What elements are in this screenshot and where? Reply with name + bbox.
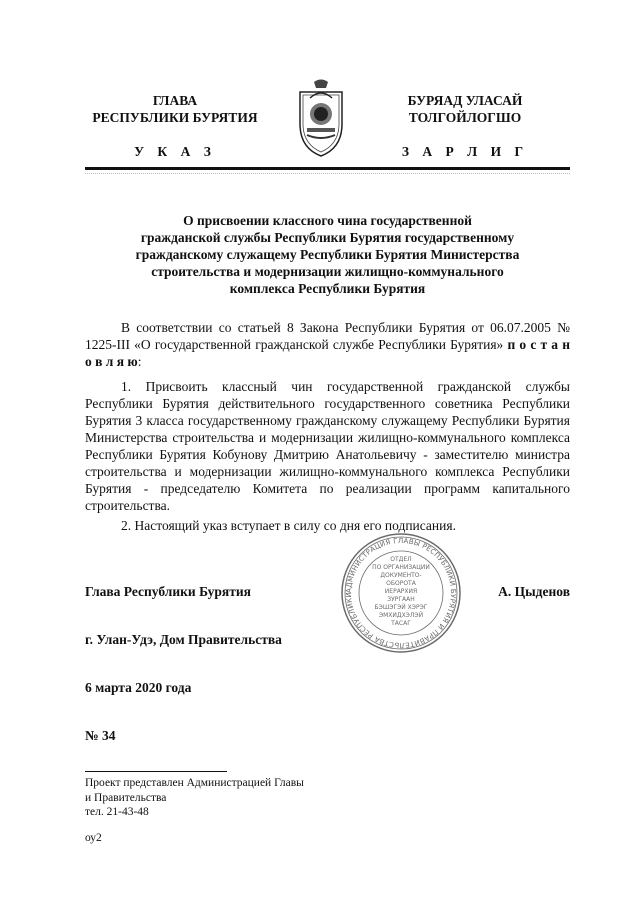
stamp-inner-line: ПО ОРГАНИЗАЦИИ [372, 564, 430, 571]
issuer-line2-bua: ТОЛГОЙЛОГШО [408, 110, 522, 125]
issue-place: г. Улан-Удэ, Дом Правительства [85, 632, 282, 647]
document-number: № 34 [85, 728, 116, 743]
footer-line1: Проект представлен Администрацией Главы [85, 777, 304, 789]
title-line: О присвоении классного чина государственной [183, 213, 472, 228]
stamp-inner-line: БЭШЭГЭЙ ХЭРЭГ [374, 604, 428, 611]
preamble-paragraph [85, 319, 570, 370]
issuer-line1-bua: БУРЯАД УЛАСАЙ [407, 93, 523, 108]
official-stamp [340, 532, 462, 654]
signatory-name: А. Цыденов [498, 584, 570, 599]
decree-item-2: 2. Настоящий указ вступает в силу со дня его подписания. [121, 518, 456, 533]
stamp-inner-line: ЭМХИДХЭЛЭЙ [378, 612, 424, 619]
title-line: комплекса Республики Бурятия [229, 281, 426, 296]
footer-rule [85, 771, 227, 772]
issue-date: 6 марта 2020 года [85, 680, 192, 695]
stamp-outer-text: АДМИНИСТРАЦИЯ ГЛАВЫ РЕСПУБЛИКИ БУРЯТИЯ И ПРАВИТЕЛЬСТВА РЕСПУБЛИКИ [344, 536, 458, 650]
stamp-inner-line: ИЕРАРХИЯ [384, 588, 418, 595]
decree-word: п о с т а н о в л я ю [85, 337, 571, 369]
issuer-block-bua [360, 92, 570, 160]
footer-line2: и Правительства [85, 791, 167, 804]
footer-note [85, 776, 304, 820]
title-line: гражданской службы Республики Бурятия государственному [140, 230, 515, 245]
coat-of-arms-emblem [290, 78, 352, 160]
title-line: строительства и модернизации жилищно-коммунального [151, 264, 504, 279]
stamp-inner-line: ОТДЕЛ [390, 556, 412, 563]
footer-phone: тел. 21-43-48 [85, 806, 149, 818]
preamble-text: В соответствии со статьей 8 Закона Республики Бурятия от 06.07.2005 № 1225-III «О государственной гражданской службе Республики Бурятия» [85, 320, 570, 352]
footer-code: оу2 [85, 832, 102, 844]
stamp-inner-line: ЗУРГААН [387, 596, 415, 603]
issuer-line1-ru: ГЛАВА [152, 93, 198, 108]
header-rule-dotted [85, 173, 570, 174]
title-line: гражданскому служащему Республики Бурятия Министерства [135, 247, 520, 262]
doc-type-ru: У К А З [134, 144, 216, 159]
signatory-position: Глава Республики Бурятия [85, 584, 251, 599]
issuer-block-ru [70, 92, 280, 160]
stamp-inner-line: ТАСАГ [391, 620, 411, 627]
preamble-colon: : [137, 354, 142, 369]
stamp-inner-line: ДОКУМЕНТО- [380, 572, 422, 579]
decree-item-1: 1. Присвоить классный чин государственной гражданской службы Республики Бурятия действительного государственного советника Республики Бурятия 3 класса государственному гражданскому служащему Республики Бурятия Министерства строительства и модернизации жилищно-коммунального комплекса Республики Бурятия Кобунову Дмитрию Анатольевичу - заместителю министра строительства и модернизации жилищно-коммунального комплекса Республики Бурятия - председателю Комитета по реализации программ капитального строительства. [85, 379, 570, 513]
document-title [85, 212, 570, 297]
doc-type-bua: З А Р Л И Г [401, 144, 529, 159]
issuer-line2-ru: РЕСПУБЛИКИ БУРЯТИЯ [92, 110, 258, 125]
header-rule-thick [85, 167, 570, 170]
stamp-inner-line: ОБОРОТА [386, 580, 416, 587]
